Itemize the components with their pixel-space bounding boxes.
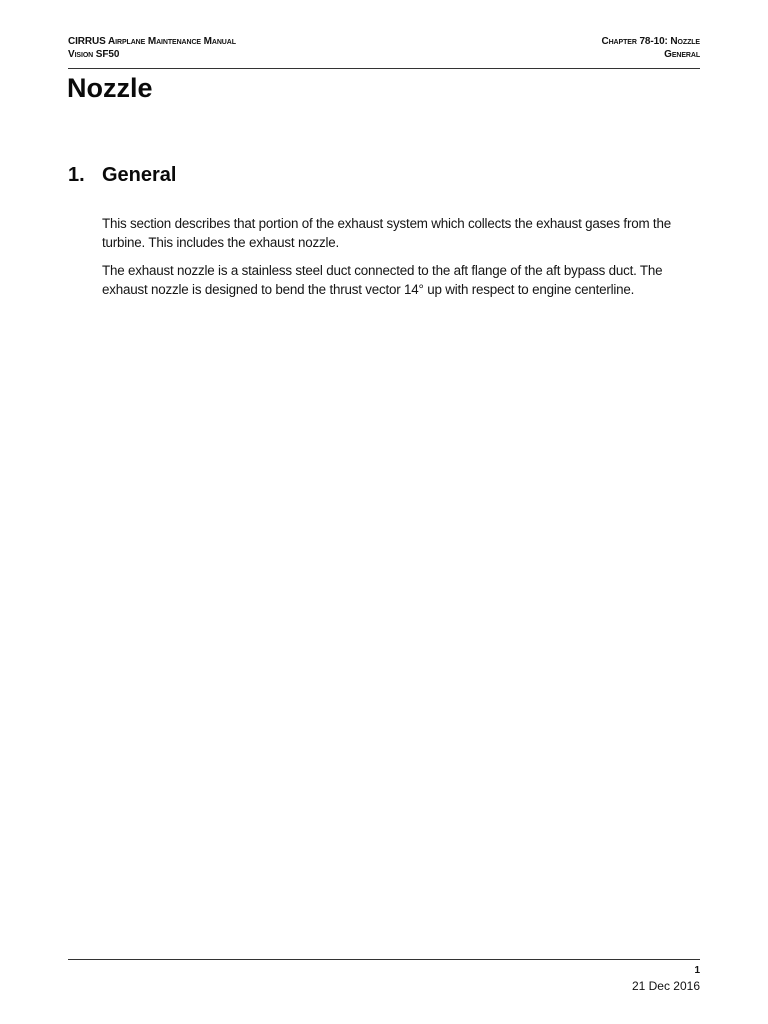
page-number: 1 <box>694 965 700 976</box>
revision-date: 21 Dec 2016 <box>631 979 700 993</box>
section-title: General <box>102 164 177 186</box>
paragraph: The exhaust nozzle is a stainless steel duct connected to the aft flange of the aft bypass duct. The exhaust nozzle is designed to bend the thrust vector 14° up with respect to engine centerline. <box>102 263 663 297</box>
paragraph: This section describes that portion of the exhaust system which collects the exhaust gases from the turbine. This includes the exhaust nozzle. <box>102 216 671 250</box>
section-name: General <box>664 49 700 60</box>
aircraft-model: Vision SF50 <box>68 49 120 60</box>
section-body <box>102 214 702 308</box>
section-number: 1. <box>68 164 85 186</box>
header-divider <box>68 68 700 69</box>
running-header-right <box>601 35 700 61</box>
section-heading <box>68 160 176 190</box>
page-title: Nozzle <box>67 73 153 103</box>
running-header-left <box>68 35 236 61</box>
chapter-title: Chapter 78-10: Nozzle <box>601 36 700 47</box>
manual-title: CIRRUS Airplane Maintenance Manual <box>68 36 236 47</box>
page-footer <box>632 964 700 994</box>
footer-divider <box>68 959 700 960</box>
